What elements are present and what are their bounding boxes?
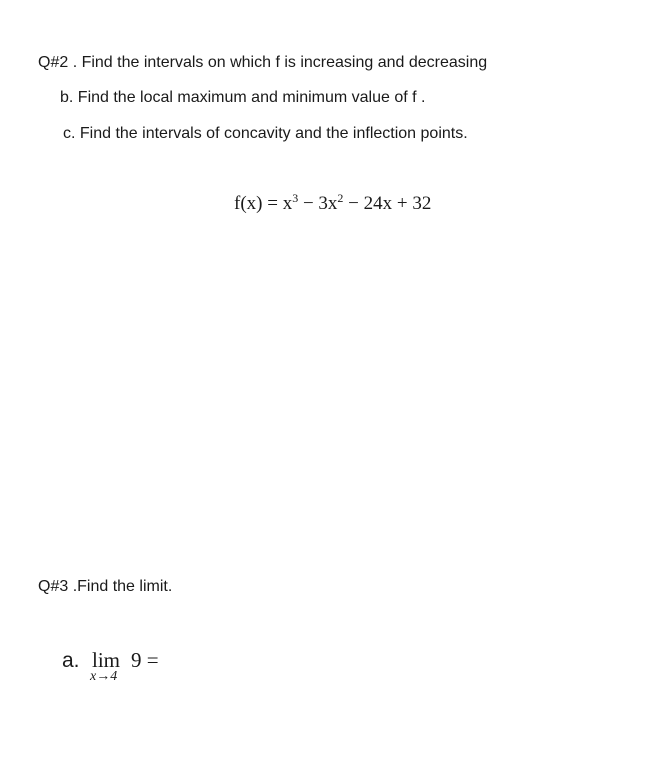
- question-2-part-b: b. Find the local maximum and minimum value of f .: [60, 89, 426, 106]
- formula-lhs: f(x) = x: [234, 193, 293, 214]
- limit-expression: 9 =: [131, 648, 159, 672]
- question-2-part-c: c. Find the intervals of concavity and the inflection points.: [63, 125, 468, 142]
- question-3-title: Q#3 .Find the limit.: [38, 578, 173, 595]
- function-formula: [234, 191, 431, 217]
- limit-part-a-label: a.: [62, 649, 80, 672]
- formula-rhs: − 24x + 32: [343, 193, 432, 214]
- limit-subscript: x→4: [90, 669, 118, 684]
- formula-exponent-square: 2: [337, 191, 344, 205]
- question-2-title: Q#2 . Find the intervals on which f is increasing and decreasing: [38, 54, 488, 71]
- limit-operator: lim: [92, 648, 121, 672]
- formula-exponent-cube: 3: [292, 191, 299, 205]
- formula-middle: − 3x: [298, 193, 338, 214]
